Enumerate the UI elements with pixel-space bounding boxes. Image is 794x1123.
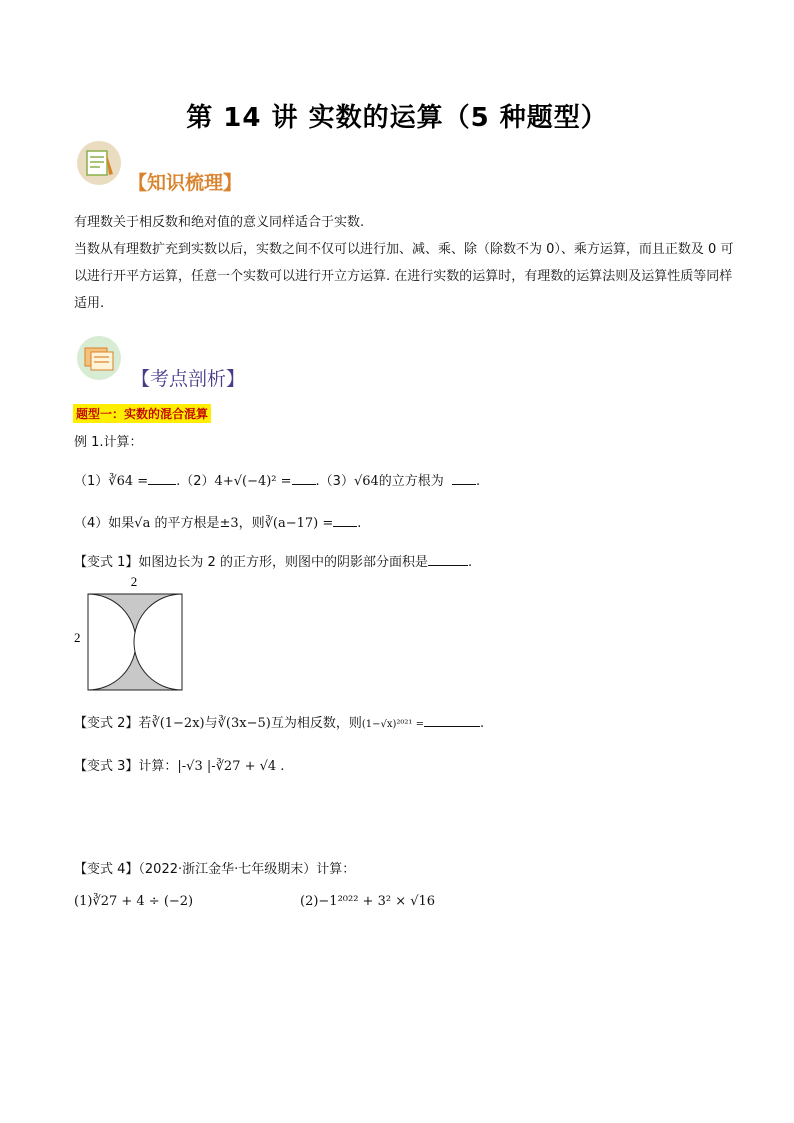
documents-icon bbox=[76, 335, 122, 381]
q1-expr: ∛64 = bbox=[108, 474, 149, 489]
variant2-expr3: (1−√x)²⁰²¹ = bbox=[361, 719, 424, 730]
section-heading-analysis: 【考点剖析】 bbox=[131, 368, 246, 390]
q1-prefix: （1） bbox=[74, 474, 109, 489]
variant2-mid1: 与 bbox=[204, 716, 218, 731]
example1-line1 bbox=[74, 470, 480, 489]
variant2-answer-blank[interactable] bbox=[424, 713, 480, 727]
figure-top-label: 2 bbox=[130, 574, 138, 589]
variant2-expr2: ∛(3x−5) bbox=[217, 716, 271, 731]
variant3-line bbox=[74, 755, 284, 774]
variant2-line bbox=[74, 712, 484, 731]
variant1-line bbox=[74, 551, 472, 570]
q1-answer-blank[interactable] bbox=[148, 471, 176, 485]
variant4-part2: (2)−1²⁰²² + 3² × √16 bbox=[300, 894, 436, 909]
variant3-expr: |-√3 |-∛27 + √4 . bbox=[177, 759, 285, 774]
type1-tag: 题型一：实数的混合混算 bbox=[73, 404, 211, 423]
q3-answer-blank[interactable] bbox=[452, 471, 476, 485]
q3-expr: √64的立方根为 bbox=[353, 474, 444, 489]
knowledge-paragraph-1: 有理数关于相反数和绝对值的意义同样适合于实数. bbox=[74, 215, 365, 230]
variant1-answer-blank[interactable] bbox=[428, 552, 468, 566]
variant2-end: . bbox=[480, 716, 485, 731]
variant4-part1: (1)∛27 + 4 ÷ (−2) bbox=[74, 894, 194, 909]
variant1-text: 【变式 1】如图边长为 2 的正方形，则图中的阴影部分面积是 bbox=[74, 555, 428, 570]
section-heading-knowledge: 【知识梳理】 bbox=[128, 172, 243, 194]
variant2-mid2: 互为相反数，则 bbox=[270, 716, 362, 731]
q4-prefix: （4）如果 bbox=[74, 516, 135, 531]
knowledge-paragraph-2: 当数从有理数扩充到实数以后，实数之间不仅可以进行加、减、乘、除（除数不为 0）、乘方运算，而且正数及 0 可以进行开平方运算，任意一个实数可以进行开立方运算. 在进行实数的运算时，有理数的运算法则及运算性质等同样适用. bbox=[74, 242, 734, 311]
variant1-end: . bbox=[467, 555, 473, 570]
square-figure bbox=[72, 574, 190, 698]
page-title: 第 14 讲 实数的运算（5 种题型） bbox=[186, 103, 608, 133]
q2-expr: 4+√(−4)² = bbox=[214, 474, 292, 489]
q4-expr: ∛(a−17) = bbox=[264, 516, 334, 531]
example1-label: 例 1.计算： bbox=[74, 435, 143, 450]
q4-answer-blank[interactable] bbox=[333, 513, 357, 527]
variant3-prefix: 【变式 3】计算： bbox=[74, 759, 178, 774]
figure-left-label: 2 bbox=[74, 630, 81, 645]
q4-mid: √a 的平方根是±3，则 bbox=[134, 516, 265, 531]
q2-answer-blank[interactable] bbox=[292, 471, 316, 485]
example1-line2 bbox=[74, 512, 361, 531]
q3-end: . bbox=[476, 474, 481, 489]
q2-prefix: .（2） bbox=[176, 474, 215, 489]
variant2-prefix: 【变式 2】若 bbox=[74, 716, 152, 731]
q3-prefix: .（3） bbox=[315, 474, 354, 489]
notes-icon bbox=[76, 140, 122, 186]
variant2-expr1: ∛(1−2x) bbox=[151, 716, 205, 731]
q4-end: . bbox=[357, 516, 362, 531]
variant4-line: 【变式 4】（2022·浙江金华·七年级期末）计算： bbox=[74, 862, 356, 877]
